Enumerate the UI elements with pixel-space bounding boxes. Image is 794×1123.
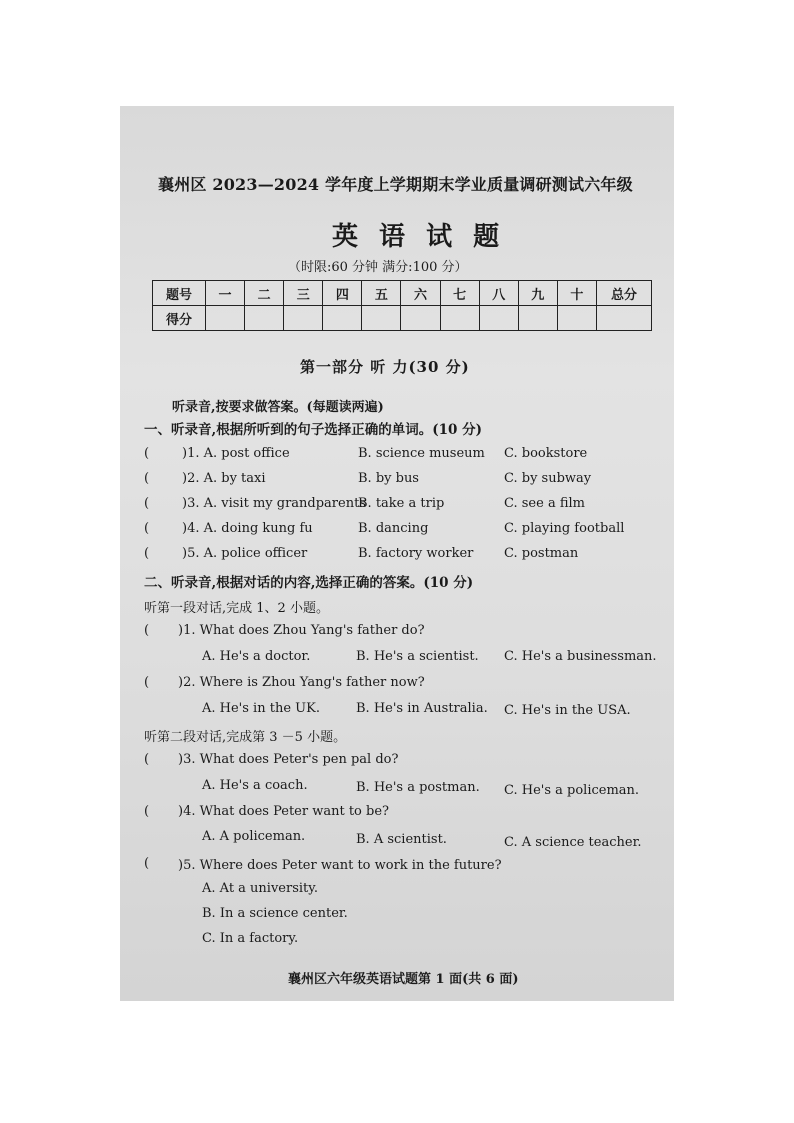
part1-instruction: 听录音,按要求做答案。(每题读两遍) xyxy=(172,400,384,415)
option-c: C. bookstore xyxy=(504,446,588,461)
option-b: B. factory worker xyxy=(358,546,474,561)
page-footer: 襄州区六年级英语试题第 1 面(共 6 面) xyxy=(288,972,519,987)
option-c: C. postman xyxy=(504,546,579,561)
option-a: )4. A. doing kung fu xyxy=(182,521,313,536)
score-cell: 题号 xyxy=(153,281,206,306)
option-b: B. A scientist. xyxy=(356,832,447,847)
option-b: B. He's in Australia. xyxy=(356,701,488,716)
score-row-label: 得分 xyxy=(153,306,206,331)
question-stem: )5. Where does Peter want to work in the future? xyxy=(178,858,502,873)
score-blank[interactable] xyxy=(245,306,284,331)
question-stem: )3. What does Peter's pen pal do? xyxy=(178,752,399,767)
answer-paren[interactable]: ( xyxy=(144,521,150,536)
option-a: )2. A. by taxi xyxy=(182,471,266,486)
score-blank[interactable] xyxy=(440,306,479,331)
score-blank[interactable] xyxy=(557,306,596,331)
exam-paper xyxy=(120,106,674,1001)
score-blank[interactable] xyxy=(206,306,245,331)
answer-paren[interactable]: ( xyxy=(144,496,150,511)
option-b: B. He's a postman. xyxy=(356,780,480,795)
score-blank[interactable] xyxy=(518,306,557,331)
answer-paren[interactable]: ( xyxy=(144,804,150,819)
question-stem: )2. Where is Zhou Yang's father now? xyxy=(178,675,425,690)
score-table xyxy=(152,280,652,331)
option-c: C. In a factory. xyxy=(202,931,299,946)
option-b: B. take a trip xyxy=(358,496,445,511)
score-cell: 二 xyxy=(245,281,284,306)
question-stem: )4. What does Peter want to be? xyxy=(178,804,389,819)
score-cell: 三 xyxy=(284,281,323,306)
option-c: C. He's in the USA. xyxy=(504,703,631,718)
score-cell: 四 xyxy=(323,281,362,306)
score-blank[interactable] xyxy=(401,306,440,331)
option-b: B. by bus xyxy=(358,471,419,486)
section1-title: 一、听录音,根据所听到的句子选择正确的单词。(10 分) xyxy=(144,422,482,438)
option-c: C. A science teacher. xyxy=(504,835,642,850)
option-a: )1. A. post office xyxy=(182,446,290,461)
score-table-header-row xyxy=(153,281,652,306)
exam-header: 襄州区 2023—2024 学年度上学期期末学业质量调研测试六年级 xyxy=(158,175,633,194)
part1-title: 第一部分 听 力(30 分) xyxy=(300,358,470,376)
option-c: C. see a film xyxy=(504,496,585,511)
score-cell: 八 xyxy=(479,281,518,306)
option-c: C. He's a businessman. xyxy=(504,649,657,664)
score-cell: 五 xyxy=(362,281,401,306)
exam-limits: （时限:60 分钟 满分:100 分） xyxy=(288,260,468,275)
option-b: B. In a science center. xyxy=(202,906,348,921)
option-a: A. He's in the UK. xyxy=(202,701,320,716)
dialog1-instruction: 听第一段对话,完成 1、2 小题。 xyxy=(144,601,329,616)
score-cell: 一 xyxy=(206,281,245,306)
score-blank[interactable] xyxy=(323,306,362,331)
answer-paren[interactable]: ( xyxy=(144,446,150,461)
answer-paren[interactable]: ( xyxy=(144,546,150,561)
dialog2-instruction: 听第二段对话,完成第 3 －5 小题。 xyxy=(144,730,347,745)
answer-paren[interactable]: ( xyxy=(144,623,150,638)
option-a: )3. A. visit my grandparents xyxy=(182,496,366,511)
score-blank[interactable] xyxy=(597,306,652,331)
answer-paren[interactable]: ( xyxy=(144,471,150,486)
score-cell: 七 xyxy=(440,281,479,306)
option-b: B. science museum xyxy=(358,446,485,461)
question-stem: )1. What does Zhou Yang's father do? xyxy=(178,623,425,638)
option-c: C. He's a policeman. xyxy=(504,783,640,798)
option-a: A. He's a doctor. xyxy=(202,649,311,664)
exam-title: 英 语 试 题 xyxy=(332,222,506,252)
section2-title: 二、听录音,根据对话的内容,选择正确的答案。(10 分) xyxy=(144,575,474,591)
option-c: C. by subway xyxy=(504,471,592,486)
answer-paren[interactable]: ( xyxy=(144,752,150,767)
score-blank[interactable] xyxy=(479,306,518,331)
option-c: C. playing football xyxy=(504,521,625,536)
option-a: A. A policeman. xyxy=(202,829,306,844)
score-cell: 九 xyxy=(518,281,557,306)
score-cell: 总分 xyxy=(597,281,652,306)
answer-paren[interactable]: ( xyxy=(144,675,150,690)
option-b: B. He's a scientist. xyxy=(356,649,479,664)
score-table-score-row xyxy=(153,306,652,331)
score-cell: 十 xyxy=(557,281,596,306)
score-blank[interactable] xyxy=(362,306,401,331)
score-blank[interactable] xyxy=(284,306,323,331)
option-a: )5. A. police officer xyxy=(182,546,308,561)
option-a: A. He's a coach. xyxy=(202,778,308,793)
option-b: B. dancing xyxy=(358,521,429,536)
score-cell: 六 xyxy=(401,281,440,306)
option-a: A. At a university. xyxy=(202,881,319,896)
answer-paren[interactable]: ( xyxy=(144,856,150,871)
